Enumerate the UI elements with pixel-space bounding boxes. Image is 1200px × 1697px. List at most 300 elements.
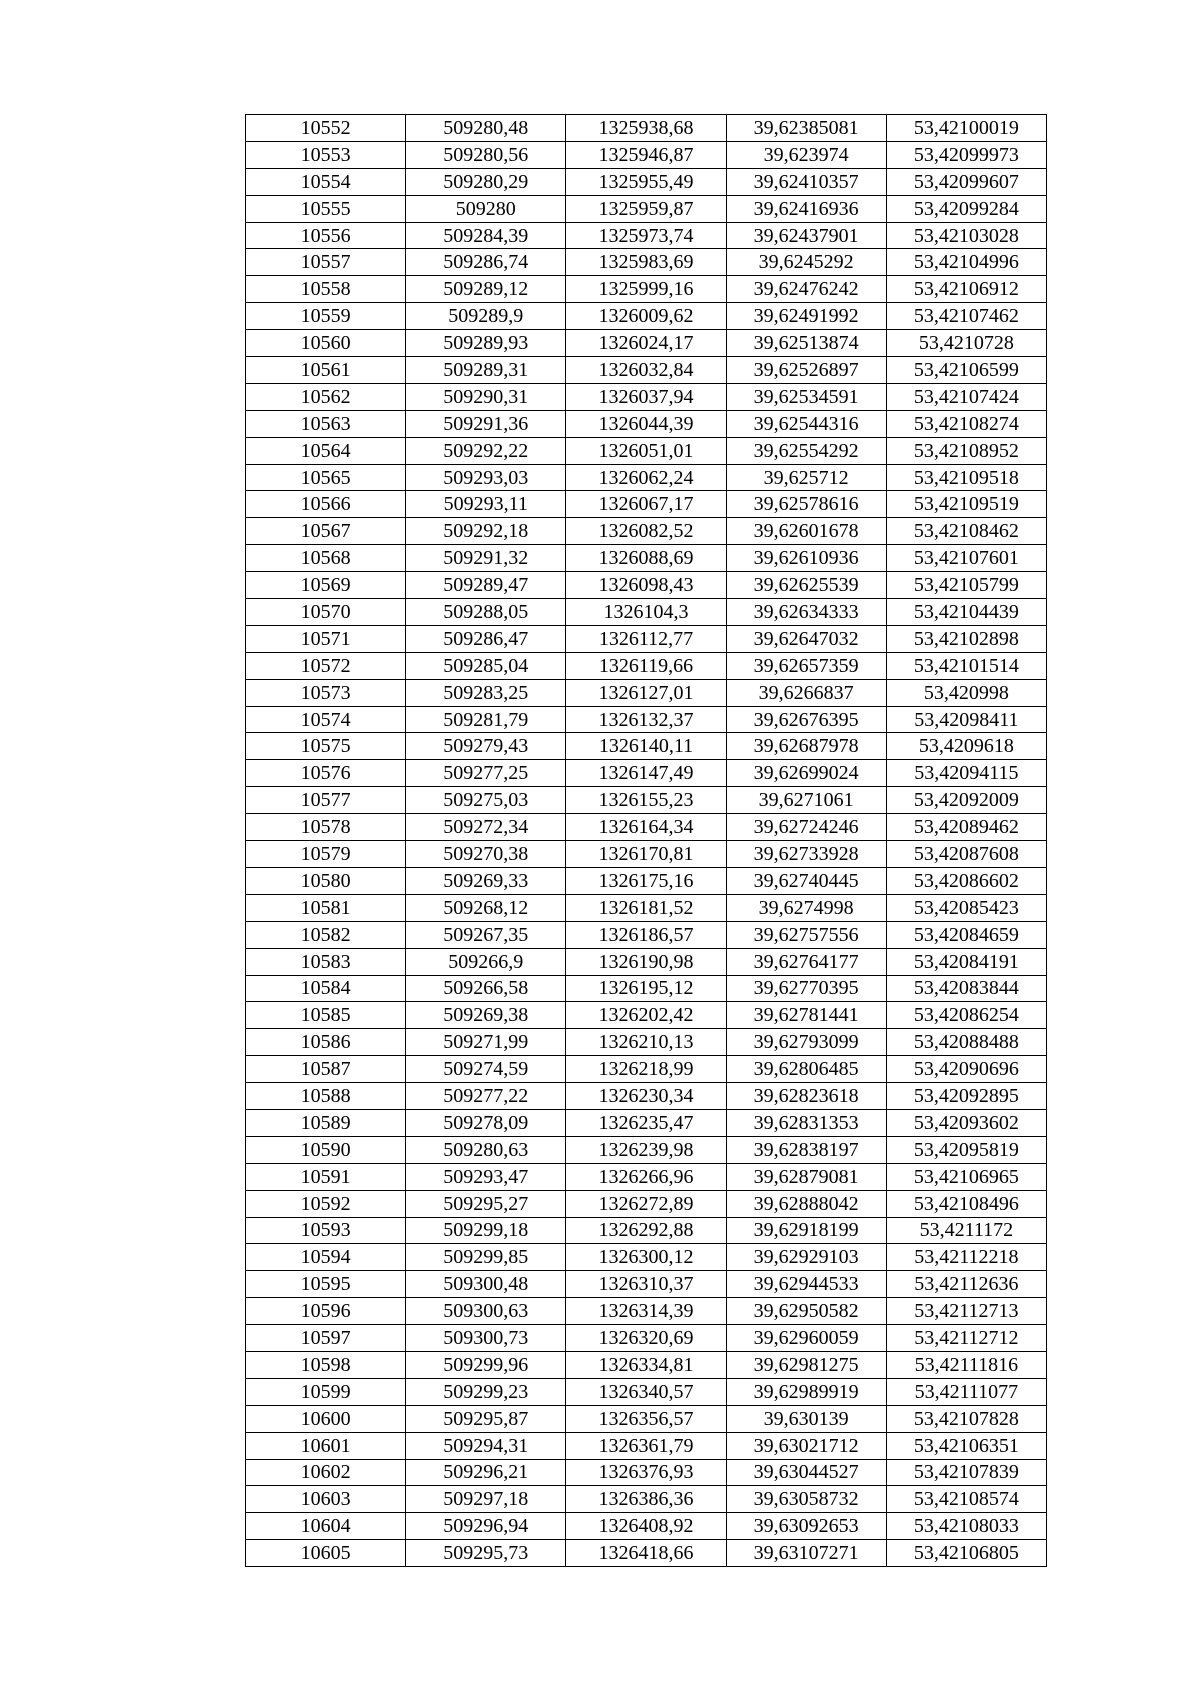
- longitude-cell: 39,62879081: [726, 1163, 886, 1190]
- y-coordinate-cell: 1326195,12: [566, 975, 726, 1002]
- longitude-cell: 39,62740445: [726, 867, 886, 894]
- point-number-cell: 10574: [246, 706, 406, 733]
- longitude-cell: 39,62918199: [726, 1217, 886, 1244]
- longitude-cell: 39,62416936: [726, 195, 886, 222]
- y-coordinate-cell: 1326044,39: [566, 410, 726, 437]
- table-row: [246, 1217, 1047, 1244]
- latitude-cell: 53,42112712: [886, 1325, 1046, 1352]
- point-number-cell: 10599: [246, 1378, 406, 1405]
- point-number-cell: 10563: [246, 410, 406, 437]
- table-row: [246, 1083, 1047, 1110]
- point-number-cell: 10569: [246, 572, 406, 599]
- point-number-cell: 10596: [246, 1298, 406, 1325]
- y-coordinate-cell: 1326386,36: [566, 1486, 726, 1513]
- point-number-cell: 10566: [246, 491, 406, 518]
- x-coordinate-cell: 509300,73: [406, 1325, 566, 1352]
- y-coordinate-cell: 1326140,11: [566, 733, 726, 760]
- table-row: [246, 921, 1047, 948]
- table-row: [246, 787, 1047, 814]
- latitude-cell: 53,42107828: [886, 1405, 1046, 1432]
- x-coordinate-cell: 509270,38: [406, 841, 566, 868]
- latitude-cell: 53,42084659: [886, 921, 1046, 948]
- longitude-cell: 39,62757556: [726, 921, 886, 948]
- x-coordinate-cell: 509300,63: [406, 1298, 566, 1325]
- longitude-cell: 39,625712: [726, 464, 886, 491]
- y-coordinate-cell: 1326300,12: [566, 1244, 726, 1271]
- y-coordinate-cell: 1326112,77: [566, 625, 726, 652]
- latitude-cell: 53,42107424: [886, 383, 1046, 410]
- y-coordinate-cell: 1325938,68: [566, 115, 726, 142]
- table-row: [246, 115, 1047, 142]
- x-coordinate-cell: 509296,94: [406, 1513, 566, 1540]
- longitude-cell: 39,62950582: [726, 1298, 886, 1325]
- latitude-cell: 53,42106351: [886, 1432, 1046, 1459]
- latitude-cell: 53,42107462: [886, 303, 1046, 330]
- y-coordinate-cell: 1326314,39: [566, 1298, 726, 1325]
- x-coordinate-cell: 509289,31: [406, 357, 566, 384]
- longitude-cell: 39,62687978: [726, 733, 886, 760]
- latitude-cell: 53,42106805: [886, 1540, 1046, 1567]
- table-row: [246, 1029, 1047, 1056]
- y-coordinate-cell: 1326218,99: [566, 1056, 726, 1083]
- longitude-cell: 39,62513874: [726, 330, 886, 357]
- latitude-cell: 53,42111816: [886, 1351, 1046, 1378]
- y-coordinate-cell: 1326230,34: [566, 1083, 726, 1110]
- y-coordinate-cell: 1326202,42: [566, 1002, 726, 1029]
- point-number-cell: 10594: [246, 1244, 406, 1271]
- latitude-cell: 53,42104439: [886, 599, 1046, 626]
- point-number-cell: 10553: [246, 141, 406, 168]
- latitude-cell: 53,42092895: [886, 1083, 1046, 1110]
- y-coordinate-cell: 1326009,62: [566, 303, 726, 330]
- table-row: [246, 1378, 1047, 1405]
- point-number-cell: 10573: [246, 679, 406, 706]
- point-number-cell: 10554: [246, 168, 406, 195]
- point-number-cell: 10595: [246, 1271, 406, 1298]
- point-number-cell: 10593: [246, 1217, 406, 1244]
- point-number-cell: 10572: [246, 652, 406, 679]
- point-number-cell: 10600: [246, 1405, 406, 1432]
- latitude-cell: 53,42107601: [886, 545, 1046, 572]
- latitude-cell: 53,42098411: [886, 706, 1046, 733]
- y-coordinate-cell: 1326408,92: [566, 1513, 726, 1540]
- y-coordinate-cell: 1326175,16: [566, 867, 726, 894]
- table-row: [246, 464, 1047, 491]
- latitude-cell: 53,42089462: [886, 814, 1046, 841]
- point-number-cell: 10575: [246, 733, 406, 760]
- x-coordinate-cell: 509279,43: [406, 733, 566, 760]
- longitude-cell: 39,62764177: [726, 948, 886, 975]
- longitude-cell: 39,62944533: [726, 1271, 886, 1298]
- point-number-cell: 10585: [246, 1002, 406, 1029]
- x-coordinate-cell: 509291,32: [406, 545, 566, 572]
- longitude-cell: 39,62601678: [726, 518, 886, 545]
- point-number-cell: 10578: [246, 814, 406, 841]
- y-coordinate-cell: 1326104,3: [566, 599, 726, 626]
- y-coordinate-cell: 1326181,52: [566, 894, 726, 921]
- longitude-cell: 39,630139: [726, 1405, 886, 1432]
- table-row: [246, 814, 1047, 841]
- longitude-cell: 39,62578616: [726, 491, 886, 518]
- table-row: [246, 1486, 1047, 1513]
- latitude-cell: 53,42099284: [886, 195, 1046, 222]
- latitude-cell: 53,42108274: [886, 410, 1046, 437]
- latitude-cell: 53,42093602: [886, 1109, 1046, 1136]
- longitude-cell: 39,63092653: [726, 1513, 886, 1540]
- y-coordinate-cell: 1326235,47: [566, 1109, 726, 1136]
- x-coordinate-cell: 509271,99: [406, 1029, 566, 1056]
- table-row: [246, 303, 1047, 330]
- table-row: [246, 195, 1047, 222]
- x-coordinate-cell: 509280,48: [406, 115, 566, 142]
- longitude-cell: 39,63044527: [726, 1459, 886, 1486]
- point-number-cell: 10558: [246, 276, 406, 303]
- table-row: [246, 518, 1047, 545]
- x-coordinate-cell: 509267,35: [406, 921, 566, 948]
- y-coordinate-cell: 1326098,43: [566, 572, 726, 599]
- x-coordinate-cell: 509289,9: [406, 303, 566, 330]
- point-number-cell: 10586: [246, 1029, 406, 1056]
- x-coordinate-cell: 509269,38: [406, 1002, 566, 1029]
- y-coordinate-cell: 1326067,17: [566, 491, 726, 518]
- x-coordinate-cell: 509292,22: [406, 437, 566, 464]
- table-row: [246, 249, 1047, 276]
- y-coordinate-cell: 1326082,52: [566, 518, 726, 545]
- x-coordinate-cell: 509285,04: [406, 652, 566, 679]
- point-number-cell: 10603: [246, 1486, 406, 1513]
- latitude-cell: 53,42095819: [886, 1136, 1046, 1163]
- latitude-cell: 53,42107839: [886, 1459, 1046, 1486]
- latitude-cell: 53,4210728: [886, 330, 1046, 357]
- y-coordinate-cell: 1326376,93: [566, 1459, 726, 1486]
- latitude-cell: 53,42101514: [886, 652, 1046, 679]
- table-row: [246, 652, 1047, 679]
- point-number-cell: 10580: [246, 867, 406, 894]
- point-number-cell: 10590: [246, 1136, 406, 1163]
- longitude-cell: 39,62385081: [726, 115, 886, 142]
- latitude-cell: 53,42106965: [886, 1163, 1046, 1190]
- point-number-cell: 10564: [246, 437, 406, 464]
- table-row: [246, 1298, 1047, 1325]
- y-coordinate-cell: 1326062,24: [566, 464, 726, 491]
- longitude-cell: 39,62476242: [726, 276, 886, 303]
- x-coordinate-cell: 509299,96: [406, 1351, 566, 1378]
- y-coordinate-cell: 1326266,96: [566, 1163, 726, 1190]
- x-coordinate-cell: 509277,25: [406, 760, 566, 787]
- longitude-cell: 39,62699024: [726, 760, 886, 787]
- x-coordinate-cell: 509289,93: [406, 330, 566, 357]
- latitude-cell: 53,42112218: [886, 1244, 1046, 1271]
- x-coordinate-cell: 509280,56: [406, 141, 566, 168]
- x-coordinate-cell: 509288,05: [406, 599, 566, 626]
- x-coordinate-cell: 509281,79: [406, 706, 566, 733]
- point-number-cell: 10584: [246, 975, 406, 1002]
- longitude-cell: 39,62781441: [726, 1002, 886, 1029]
- x-coordinate-cell: 509284,39: [406, 222, 566, 249]
- table-row: [246, 410, 1047, 437]
- table-row: [246, 1136, 1047, 1163]
- y-coordinate-cell: 1325973,74: [566, 222, 726, 249]
- longitude-cell: 39,63021712: [726, 1432, 886, 1459]
- longitude-cell: 39,62960059: [726, 1325, 886, 1352]
- x-coordinate-cell: 509291,36: [406, 410, 566, 437]
- y-coordinate-cell: 1326292,88: [566, 1217, 726, 1244]
- latitude-cell: 53,42100019: [886, 115, 1046, 142]
- latitude-cell: 53,42102898: [886, 625, 1046, 652]
- table-row: [246, 679, 1047, 706]
- point-number-cell: 10561: [246, 357, 406, 384]
- point-number-cell: 10571: [246, 625, 406, 652]
- x-coordinate-cell: 509300,48: [406, 1271, 566, 1298]
- point-number-cell: 10568: [246, 545, 406, 572]
- point-number-cell: 10579: [246, 841, 406, 868]
- point-number-cell: 10570: [246, 599, 406, 626]
- longitude-cell: 39,62989919: [726, 1378, 886, 1405]
- x-coordinate-cell: 509293,03: [406, 464, 566, 491]
- point-number-cell: 10567: [246, 518, 406, 545]
- table-row: [246, 975, 1047, 1002]
- latitude-cell: 53,42108033: [886, 1513, 1046, 1540]
- longitude-cell: 39,62634333: [726, 599, 886, 626]
- x-coordinate-cell: 509299,23: [406, 1378, 566, 1405]
- longitude-cell: 39,63107271: [726, 1540, 886, 1567]
- latitude-cell: 53,42083844: [886, 975, 1046, 1002]
- table-row: [246, 168, 1047, 195]
- table-row: [246, 1056, 1047, 1083]
- longitude-cell: 39,6271061: [726, 787, 886, 814]
- point-number-cell: 10589: [246, 1109, 406, 1136]
- y-coordinate-cell: 1326132,37: [566, 706, 726, 733]
- table-row: [246, 545, 1047, 572]
- table-row: [246, 437, 1047, 464]
- y-coordinate-cell: 1326356,57: [566, 1405, 726, 1432]
- y-coordinate-cell: 1326051,01: [566, 437, 726, 464]
- longitude-cell: 39,62534591: [726, 383, 886, 410]
- point-number-cell: 10587: [246, 1056, 406, 1083]
- y-coordinate-cell: 1326418,66: [566, 1540, 726, 1567]
- longitude-cell: 39,62831353: [726, 1109, 886, 1136]
- longitude-cell: 39,62929103: [726, 1244, 886, 1271]
- longitude-cell: 39,62733928: [726, 841, 886, 868]
- y-coordinate-cell: 1326340,57: [566, 1378, 726, 1405]
- table-row: [246, 357, 1047, 384]
- point-number-cell: 10583: [246, 948, 406, 975]
- point-number-cell: 10605: [246, 1540, 406, 1567]
- y-coordinate-cell: 1326320,69: [566, 1325, 726, 1352]
- latitude-cell: 53,42105799: [886, 572, 1046, 599]
- longitude-cell: 39,62410357: [726, 168, 886, 195]
- table-row: [246, 894, 1047, 921]
- y-coordinate-cell: 1325959,87: [566, 195, 726, 222]
- point-number-cell: 10555: [246, 195, 406, 222]
- table-row: [246, 330, 1047, 357]
- point-number-cell: 10577: [246, 787, 406, 814]
- point-number-cell: 10576: [246, 760, 406, 787]
- longitude-cell: 39,62770395: [726, 975, 886, 1002]
- point-number-cell: 10597: [246, 1325, 406, 1352]
- latitude-cell: 53,42109518: [886, 464, 1046, 491]
- table-row: [246, 867, 1047, 894]
- coordinate-table: [245, 114, 1047, 1567]
- longitude-cell: 39,62625539: [726, 572, 886, 599]
- x-coordinate-cell: 509294,31: [406, 1432, 566, 1459]
- y-coordinate-cell: 1325983,69: [566, 249, 726, 276]
- longitude-cell: 39,62491992: [726, 303, 886, 330]
- x-coordinate-cell: 509280,63: [406, 1136, 566, 1163]
- x-coordinate-cell: 509277,22: [406, 1083, 566, 1110]
- latitude-cell: 53,42085423: [886, 894, 1046, 921]
- latitude-cell: 53,42104996: [886, 249, 1046, 276]
- point-number-cell: 10556: [246, 222, 406, 249]
- x-coordinate-cell: 509292,18: [406, 518, 566, 545]
- latitude-cell: 53,42106912: [886, 276, 1046, 303]
- latitude-cell: 53,4211172: [886, 1217, 1046, 1244]
- table-row: [246, 1271, 1047, 1298]
- x-coordinate-cell: 509299,18: [406, 1217, 566, 1244]
- y-coordinate-cell: 1326361,79: [566, 1432, 726, 1459]
- table-row: [246, 1351, 1047, 1378]
- longitude-cell: 39,62793099: [726, 1029, 886, 1056]
- table-row: [246, 1459, 1047, 1486]
- latitude-cell: 53,42086254: [886, 1002, 1046, 1029]
- table-row: [246, 222, 1047, 249]
- point-number-cell: 10588: [246, 1083, 406, 1110]
- x-coordinate-cell: 509299,85: [406, 1244, 566, 1271]
- point-number-cell: 10552: [246, 115, 406, 142]
- table-row: [246, 706, 1047, 733]
- latitude-cell: 53,42112713: [886, 1298, 1046, 1325]
- latitude-cell: 53,42108462: [886, 518, 1046, 545]
- x-coordinate-cell: 509266,9: [406, 948, 566, 975]
- latitude-cell: 53,42108574: [886, 1486, 1046, 1513]
- latitude-cell: 53,42111077: [886, 1378, 1046, 1405]
- y-coordinate-cell: 1326037,94: [566, 383, 726, 410]
- longitude-cell: 39,62610936: [726, 545, 886, 572]
- x-coordinate-cell: 509293,47: [406, 1163, 566, 1190]
- y-coordinate-cell: 1325999,16: [566, 276, 726, 303]
- longitude-cell: 39,6245292: [726, 249, 886, 276]
- x-coordinate-cell: 509283,25: [406, 679, 566, 706]
- y-coordinate-cell: 1326310,37: [566, 1271, 726, 1298]
- y-coordinate-cell: 1326127,01: [566, 679, 726, 706]
- longitude-cell: 39,62647032: [726, 625, 886, 652]
- point-number-cell: 10602: [246, 1459, 406, 1486]
- table-row: [246, 599, 1047, 626]
- x-coordinate-cell: 509268,12: [406, 894, 566, 921]
- table-row: [246, 760, 1047, 787]
- point-number-cell: 10601: [246, 1432, 406, 1459]
- point-number-cell: 10565: [246, 464, 406, 491]
- table-row: [246, 625, 1047, 652]
- x-coordinate-cell: 509278,09: [406, 1109, 566, 1136]
- table-row: [246, 948, 1047, 975]
- point-number-cell: 10598: [246, 1351, 406, 1378]
- x-coordinate-cell: 509272,34: [406, 814, 566, 841]
- x-coordinate-cell: 509289,47: [406, 572, 566, 599]
- longitude-cell: 39,623974: [726, 141, 886, 168]
- latitude-cell: 53,42094115: [886, 760, 1046, 787]
- latitude-cell: 53,42099973: [886, 141, 1046, 168]
- point-number-cell: 10559: [246, 303, 406, 330]
- y-coordinate-cell: 1326210,13: [566, 1029, 726, 1056]
- point-number-cell: 10592: [246, 1190, 406, 1217]
- longitude-cell: 39,62437901: [726, 222, 886, 249]
- table-row: [246, 1540, 1047, 1567]
- longitude-cell: 39,62806485: [726, 1056, 886, 1083]
- y-coordinate-cell: 1325955,49: [566, 168, 726, 195]
- latitude-cell: 53,42112636: [886, 1271, 1046, 1298]
- longitude-cell: 39,6274998: [726, 894, 886, 921]
- latitude-cell: 53,42092009: [886, 787, 1046, 814]
- latitude-cell: 53,42088488: [886, 1029, 1046, 1056]
- x-coordinate-cell: 509275,03: [406, 787, 566, 814]
- point-number-cell: 10581: [246, 894, 406, 921]
- y-coordinate-cell: 1326272,89: [566, 1190, 726, 1217]
- point-number-cell: 10560: [246, 330, 406, 357]
- point-number-cell: 10604: [246, 1513, 406, 1540]
- table-row: [246, 491, 1047, 518]
- latitude-cell: 53,42106599: [886, 357, 1046, 384]
- table-row: [246, 383, 1047, 410]
- y-coordinate-cell: 1326170,81: [566, 841, 726, 868]
- table-row: [246, 1163, 1047, 1190]
- table-row: [246, 1002, 1047, 1029]
- latitude-cell: 53,42090696: [886, 1056, 1046, 1083]
- x-coordinate-cell: 509280,29: [406, 168, 566, 195]
- longitude-cell: 39,6266837: [726, 679, 886, 706]
- point-number-cell: 10591: [246, 1163, 406, 1190]
- longitude-cell: 39,62526897: [726, 357, 886, 384]
- table-row: [246, 141, 1047, 168]
- y-coordinate-cell: 1326190,98: [566, 948, 726, 975]
- longitude-cell: 39,62888042: [726, 1190, 886, 1217]
- longitude-cell: 39,62838197: [726, 1136, 886, 1163]
- latitude-cell: 53,4209618: [886, 733, 1046, 760]
- latitude-cell: 53,420998: [886, 679, 1046, 706]
- x-coordinate-cell: 509295,27: [406, 1190, 566, 1217]
- x-coordinate-cell: 509266,58: [406, 975, 566, 1002]
- table-row: [246, 1190, 1047, 1217]
- longitude-cell: 39,62676395: [726, 706, 886, 733]
- x-coordinate-cell: 509289,12: [406, 276, 566, 303]
- latitude-cell: 53,42087608: [886, 841, 1046, 868]
- y-coordinate-cell: 1326147,49: [566, 760, 726, 787]
- x-coordinate-cell: 509295,87: [406, 1405, 566, 1432]
- latitude-cell: 53,42108496: [886, 1190, 1046, 1217]
- x-coordinate-cell: 509280: [406, 195, 566, 222]
- latitude-cell: 53,42108952: [886, 437, 1046, 464]
- y-coordinate-cell: 1326032,84: [566, 357, 726, 384]
- y-coordinate-cell: 1326155,23: [566, 787, 726, 814]
- x-coordinate-cell: 509269,33: [406, 867, 566, 894]
- x-coordinate-cell: 509286,74: [406, 249, 566, 276]
- table-row: [246, 841, 1047, 868]
- longitude-cell: 39,62724246: [726, 814, 886, 841]
- point-number-cell: 10582: [246, 921, 406, 948]
- table-row: [246, 1109, 1047, 1136]
- longitude-cell: 39,62554292: [726, 437, 886, 464]
- x-coordinate-cell: 509290,31: [406, 383, 566, 410]
- y-coordinate-cell: 1326024,17: [566, 330, 726, 357]
- latitude-cell: 53,42086602: [886, 867, 1046, 894]
- y-coordinate-cell: 1326088,69: [566, 545, 726, 572]
- longitude-cell: 39,63058732: [726, 1486, 886, 1513]
- latitude-cell: 53,42084191: [886, 948, 1046, 975]
- table-row: [246, 1244, 1047, 1271]
- longitude-cell: 39,62544316: [726, 410, 886, 437]
- x-coordinate-cell: 509286,47: [406, 625, 566, 652]
- table-row: [246, 733, 1047, 760]
